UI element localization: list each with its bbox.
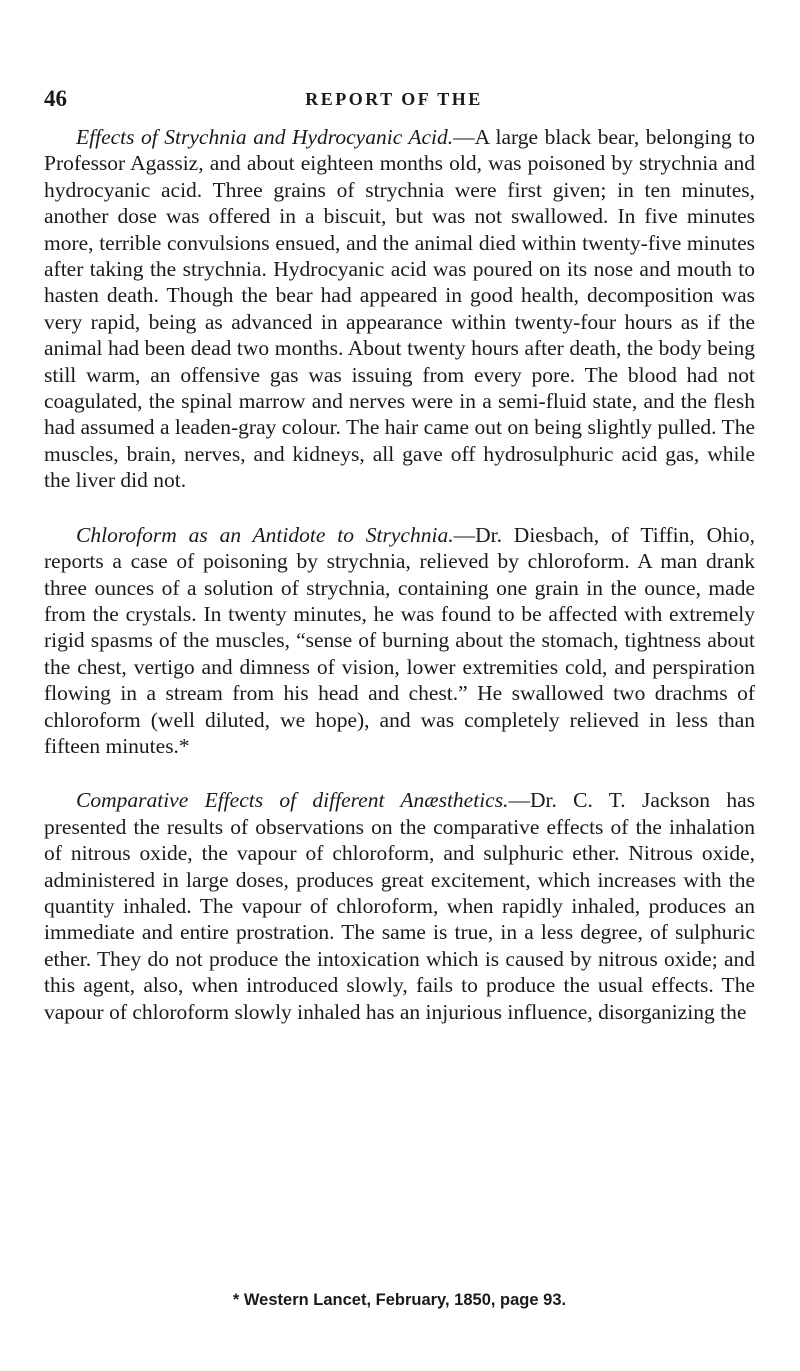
paragraph-heading: Effects of Strychnia and Hydrocyanic Acid. (76, 125, 454, 149)
paragraph-text: —Dr. Diesbach, of Tiffin, Ohio, reports a case of poisoning by strychnia, relieved by chloroform. A man drank three ounces of a solution of strychnia, containing one grain in the ounce, made from the crystals. In twenty minutes, he was found to be affected with extremely rigid spasms of the muscles, “sense of burning about the stomach, tightness about the chest, vertigo and dimness of vision, lower extremities cold, and perspiration flowing in a stream from his head and chest.” He swallowed two drachms of chloroform (well diluted, we hope), and was completely relieved in less than fifteen minutes.* (44, 522, 755, 758)
paragraph-text: —A large black bear, belonging to Professor Agassiz, and about eighteen months old, was poisoned by strychnia and hydrocyanic acid. Three grains of strychnia were first given; in ten minutes, another dose was offered in a biscuit, but was not swallowed. In five minutes more, terrible convulsions ensued, and the animal died within twenty-five minutes after taking the strychnia. Hydrocyanic acid was poured on its nose and mouth to hasten death. Though the bear had appeared in good health, decomposition was very rapid, being as advanced in appearance within twenty-four hours as if the animal had been dead two months. About twenty hours after death, the body being still warm, an offensive gas was issuing from every pore. The blood had not coagulated, the spinal marrow and nerves were in a semi-fluid state, and the flesh had assumed a leaden-gray colour. The hair came out on being slightly pulled. The muscles, brain, nerves, and kidneys, all gave off hydrosulphuric acid gas, while the liver did not. (44, 125, 755, 493)
paragraph-strychnia-hydrocyanic (44, 124, 755, 494)
paragraph-heading: Comparative Effects of different Anæsthetics. (76, 788, 509, 813)
paragraph-text: —Dr. C. T. Jackson has presented the results of observations on the comparative effects of the inhalation of nitrous oxide, the vapour of chloroform, and sulphuric ether. Nitrous oxide, administered in large doses, produces great excitement, which increases with the quantity inhaled. The vapour of chloroform, when rapidly inhaled, produces an immediate and entire prostration. The same is true, in a less degree, of sulphuric ether. They do not produce the intoxication which is caused by nitrous oxide; and this agent, also, when introduced slowly, fails to produce the usual effects. The vapour of chloroform slowly inhaled has an injurious influence, disorganizing the (44, 788, 755, 1024)
body-text (44, 124, 755, 1025)
paragraph-anaesthetics (44, 787, 755, 1025)
footnote: * Western Lancet, February, 1850, page 93. (232, 1291, 567, 1309)
running-head: REPORT OF THE (305, 89, 483, 109)
page-number: 46 (44, 86, 67, 111)
page-header (44, 86, 744, 116)
paragraph-chloroform-antidote (44, 522, 755, 760)
paragraph-heading: Chloroform as an Antidote to Strychnia. (76, 522, 454, 547)
